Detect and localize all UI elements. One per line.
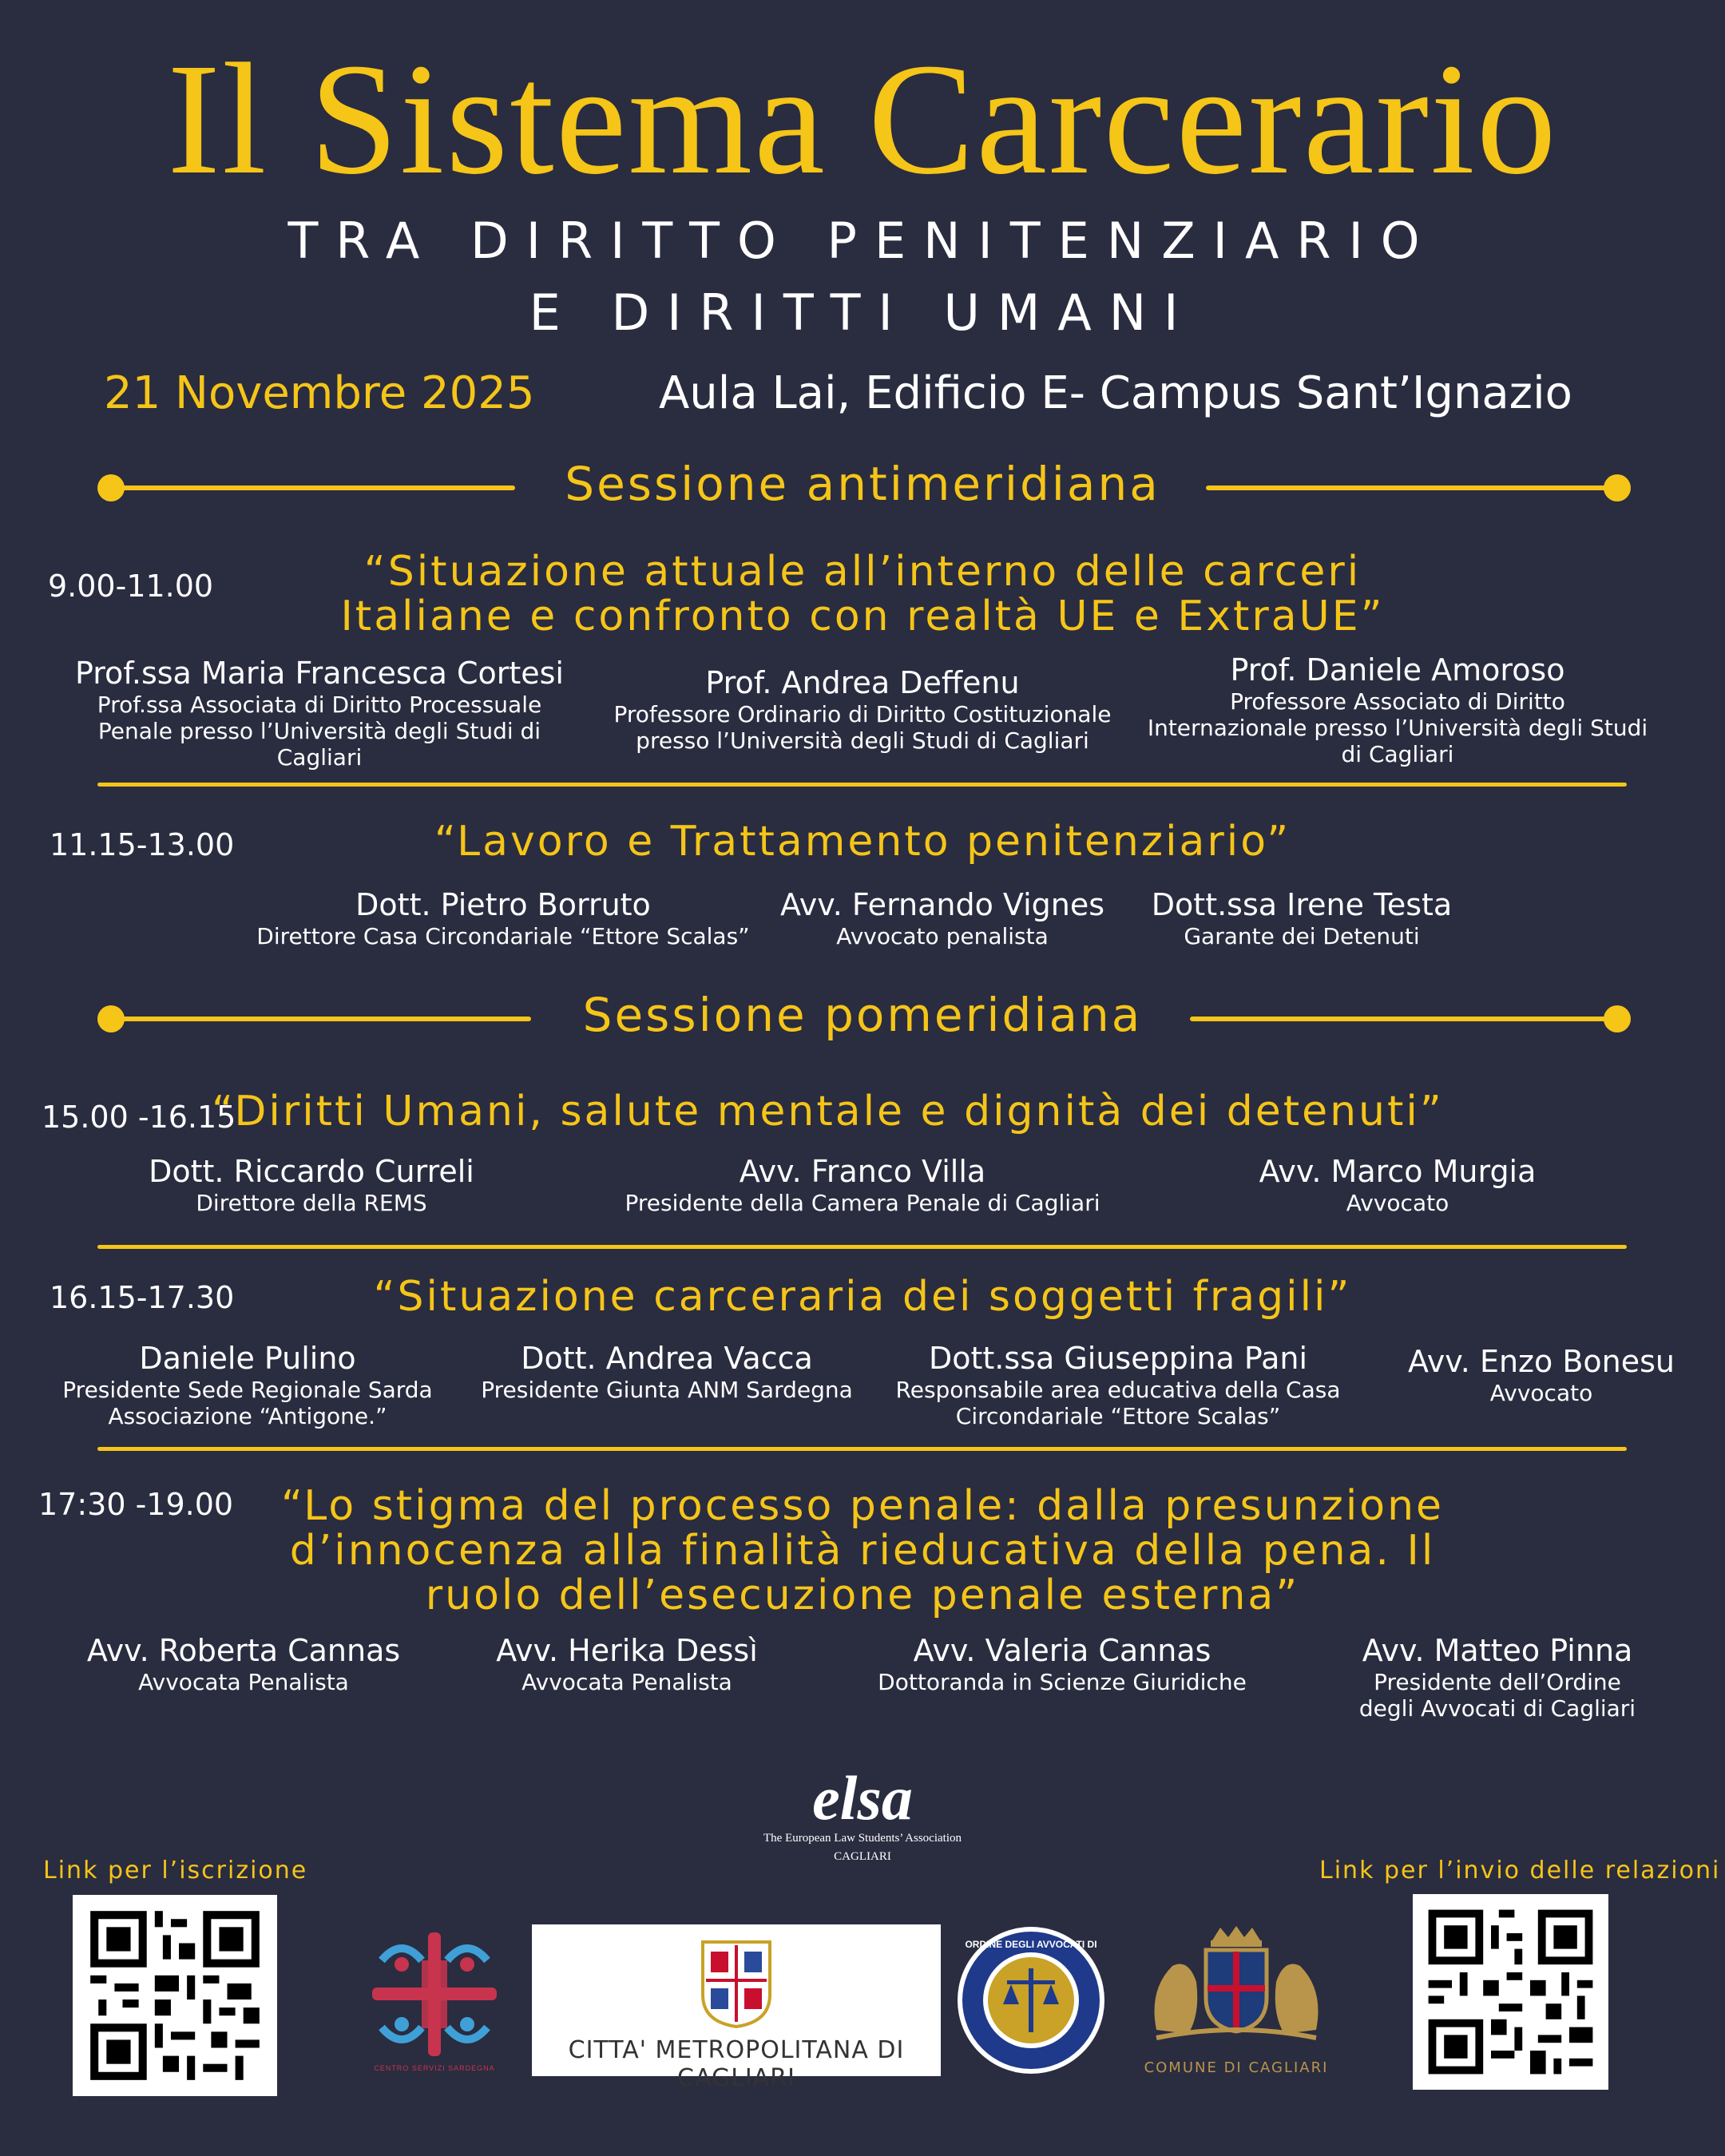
speaker-role: Internazionale presso l’Università degli Studi — [1147, 715, 1648, 741]
speaker — [591, 1153, 1134, 1216]
speaker-role: Avvocata Penalista — [521, 1669, 732, 1695]
speaker — [839, 1632, 1286, 1695]
talk-title — [224, 1484, 1501, 1618]
reports-link-label: Link per l’invio delle relazioni — [1319, 1857, 1721, 1885]
session-heading-afternoon: Sessione pomeridiana — [582, 988, 1143, 1042]
divider-line-left — [108, 1017, 531, 1021]
speaker — [1374, 1343, 1709, 1406]
speaker-name: Avv. Franco Villa — [739, 1154, 986, 1189]
divider-line-left — [108, 485, 515, 490]
separator-line — [97, 783, 1627, 787]
speaker-name: Prof. Andrea Deffenu — [705, 665, 1020, 700]
speaker-role: Avvocata Penalista — [138, 1669, 349, 1695]
talk-title-line: “Lavoro e Trattamento penitenziario” — [434, 818, 1291, 866]
speaker — [1158, 1153, 1637, 1216]
talk-title-line: ruolo dell’esecuzione penale esterna” — [425, 1571, 1300, 1619]
elsa-city: CAGLIARI — [834, 1850, 891, 1863]
centro-servizi-emblem-icon — [366, 1928, 503, 2060]
speaker — [1134, 652, 1661, 767]
talk-title-line: “Situazione attuale all’interno delle carceri — [363, 548, 1362, 596]
talk-title-line: d’innocenza alla finalità rieducativa della pena. Il — [289, 1527, 1436, 1575]
page-title: Il Sistema Carcerario — [167, 31, 1558, 208]
speaker-name: Daniele Pulino — [139, 1341, 356, 1376]
speaker-name: Avv. Matteo Pinna — [1362, 1633, 1633, 1668]
speaker-role: Prof.ssa Associata di Diritto Processuale — [97, 692, 542, 718]
citta-metropolitana-label: CITTA' METROPOLITANA DI CAGLIARI — [568, 2036, 905, 2092]
speaker-role: Presidente Sede Regionale Sarda — [62, 1377, 433, 1403]
speaker-role: Direttore Casa Circondariale “Ettore Scalas” — [256, 923, 750, 949]
divider-line-right — [1206, 485, 1617, 490]
speaker — [240, 886, 767, 949]
talk-time: 15.00 -16.15 — [42, 1100, 236, 1135]
registration-qr-code[interactable] — [73, 1895, 277, 2096]
separator-line — [97, 1245, 1627, 1249]
divider-dot-right — [1604, 1005, 1631, 1032]
speaker-role: degli Avvocati di Cagliari — [1358, 1695, 1636, 1722]
speaker-name: Dott. Andrea Vacca — [521, 1341, 813, 1376]
talk-time: 16.15-17.30 — [50, 1280, 235, 1315]
event-date: 21 Novembre 2025 — [104, 367, 535, 419]
talk-time: 9.00-11.00 — [48, 569, 214, 604]
centro-servizi-logo — [366, 1928, 503, 2080]
divider-line-right — [1190, 1017, 1617, 1021]
speaker-name: Dott. Riccardo Curreli — [149, 1154, 474, 1189]
talk-title — [224, 1274, 1501, 1319]
talk-title-line: Italiane e confronto con realtà UE e ExtraUE” — [340, 593, 1385, 640]
ordine-avvocati-bottom-label: CAGLIARI — [1001, 2046, 1061, 2059]
talk-title-line: “Lo stigma del processo penale: dalla presunzione — [280, 1482, 1445, 1530]
speaker-role: Avvocato — [1489, 1380, 1593, 1406]
reports-qr-code[interactable] — [1413, 1894, 1608, 2090]
centro-servizi-label: CENTRO SERVIZI SARDEGNA — [374, 2064, 495, 2072]
speaker-role: Dottoranda in Scienze Giuridiche — [878, 1669, 1247, 1695]
speaker-name: Avv. Enzo Bonesu — [1408, 1344, 1675, 1379]
speaker — [463, 1632, 791, 1695]
elsa-wordmark: elsa — [812, 1763, 913, 1833]
speaker-name: Prof.ssa Maria Francesca Cortesi — [74, 656, 564, 691]
speaker — [56, 655, 583, 771]
talk-time: 11.15-13.00 — [50, 827, 235, 862]
speaker-role: Presidente della Camera Penale di Cagliari — [625, 1190, 1100, 1216]
speaker-name: Avv. Herika Dessì — [496, 1633, 758, 1668]
speaker-role: Responsabile area educativa della Casa — [895, 1377, 1341, 1403]
qr-code-icon — [1413, 1894, 1608, 2090]
speaker-name: Dott. Pietro Borruto — [355, 887, 651, 922]
citta-metropolitana-logo — [532, 1924, 941, 2092]
elsa-logo — [703, 1765, 1022, 1864]
speaker-role: presso l’Università degli Studi di Cagliari — [636, 727, 1089, 754]
speaker-role: Circondariale “Ettore Scalas” — [955, 1403, 1281, 1429]
speaker-name: Avv. Roberta Cannas — [86, 1633, 401, 1668]
comune-cagliari-label: COMUNE DI CAGLIARI — [1144, 2059, 1329, 2076]
speaker — [56, 1632, 431, 1695]
speaker-name: Avv. Fernando Vignes — [779, 887, 1105, 922]
speaker-role: Garante dei Detenuti — [1184, 923, 1420, 949]
qr-code-icon — [73, 1895, 277, 2096]
speaker-role: Presidente dell’Ordine — [1374, 1669, 1621, 1695]
speaker-role: Direttore della REMS — [196, 1190, 427, 1216]
speaker — [459, 1340, 874, 1403]
talk-title — [224, 819, 1501, 864]
event-venue: Aula Lai, Edificio E- Campus Sant’Ignazio — [659, 367, 1572, 419]
subtitle-line-1: TRA DIRITTO PENITENZIARIO — [288, 212, 1438, 270]
speaker-name: Dott.ssa Irene Testa — [1151, 887, 1453, 922]
speaker-name: Prof. Daniele Amoroso — [1230, 652, 1565, 688]
speaker-role: Avvocato penalista — [836, 923, 1049, 949]
speaker-role: di Cagliari — [1341, 741, 1454, 767]
speaker-name: Dott.ssa Giuseppina Pani — [929, 1341, 1307, 1376]
speaker-role: Associazione “Antigone.” — [108, 1403, 387, 1429]
speaker-role: Professore Ordinario di Diritto Costituzionale — [613, 701, 1112, 727]
separator-line — [97, 1447, 1627, 1451]
speaker-role: Presidente Giunta ANM Sardegna — [481, 1377, 853, 1403]
session-heading-morning: Sessione antimeridiana — [565, 457, 1160, 511]
speaker-name: Avv. Valeria Cannas — [913, 1633, 1211, 1668]
ordine-avvocati-logo — [955, 1924, 1107, 2076]
registration-link-label: Link per l’iscrizione — [43, 1857, 308, 1885]
speaker-role: Cagliari — [276, 744, 363, 771]
subtitle-line-2: E DIRITTI UMANI — [529, 283, 1196, 342]
talk-title-line: “Diritti Umani, salute mentale e dignità dei detenuti” — [212, 1088, 1444, 1135]
speaker — [48, 1340, 447, 1429]
speaker — [1102, 886, 1501, 949]
speaker — [599, 664, 1126, 754]
speaker-role: Avvocato — [1346, 1190, 1449, 1216]
speaker-role: Professore Associato di Diritto — [1230, 688, 1565, 715]
speaker — [719, 886, 1166, 949]
comune-cagliari-logo — [1140, 1926, 1332, 2078]
divider-dot-right — [1604, 474, 1631, 501]
talk-time: 17:30 -19.00 — [38, 1487, 234, 1522]
speaker-name: Avv. Marco Murgia — [1259, 1154, 1537, 1189]
speaker — [886, 1340, 1350, 1429]
ordine-avvocati-top-label: ORDINE DEGLI AVVOCATI DI — [965, 1939, 1097, 1950]
talk-title — [212, 1089, 1529, 1134]
speaker-role: Penale presso l’Università degli Studi di — [97, 718, 541, 744]
coat-of-arms-icon — [700, 1939, 773, 2028]
talk-title — [224, 549, 1501, 639]
speaker — [64, 1153, 559, 1216]
talk-title-line: “Situazione carceraria dei soggetti fragili” — [373, 1273, 1352, 1321]
comune-cagliari-crest-icon — [1140, 1926, 1332, 2046]
elsa-tagline: The European Law Students’ Association — [763, 1832, 962, 1845]
speaker — [1326, 1632, 1669, 1722]
